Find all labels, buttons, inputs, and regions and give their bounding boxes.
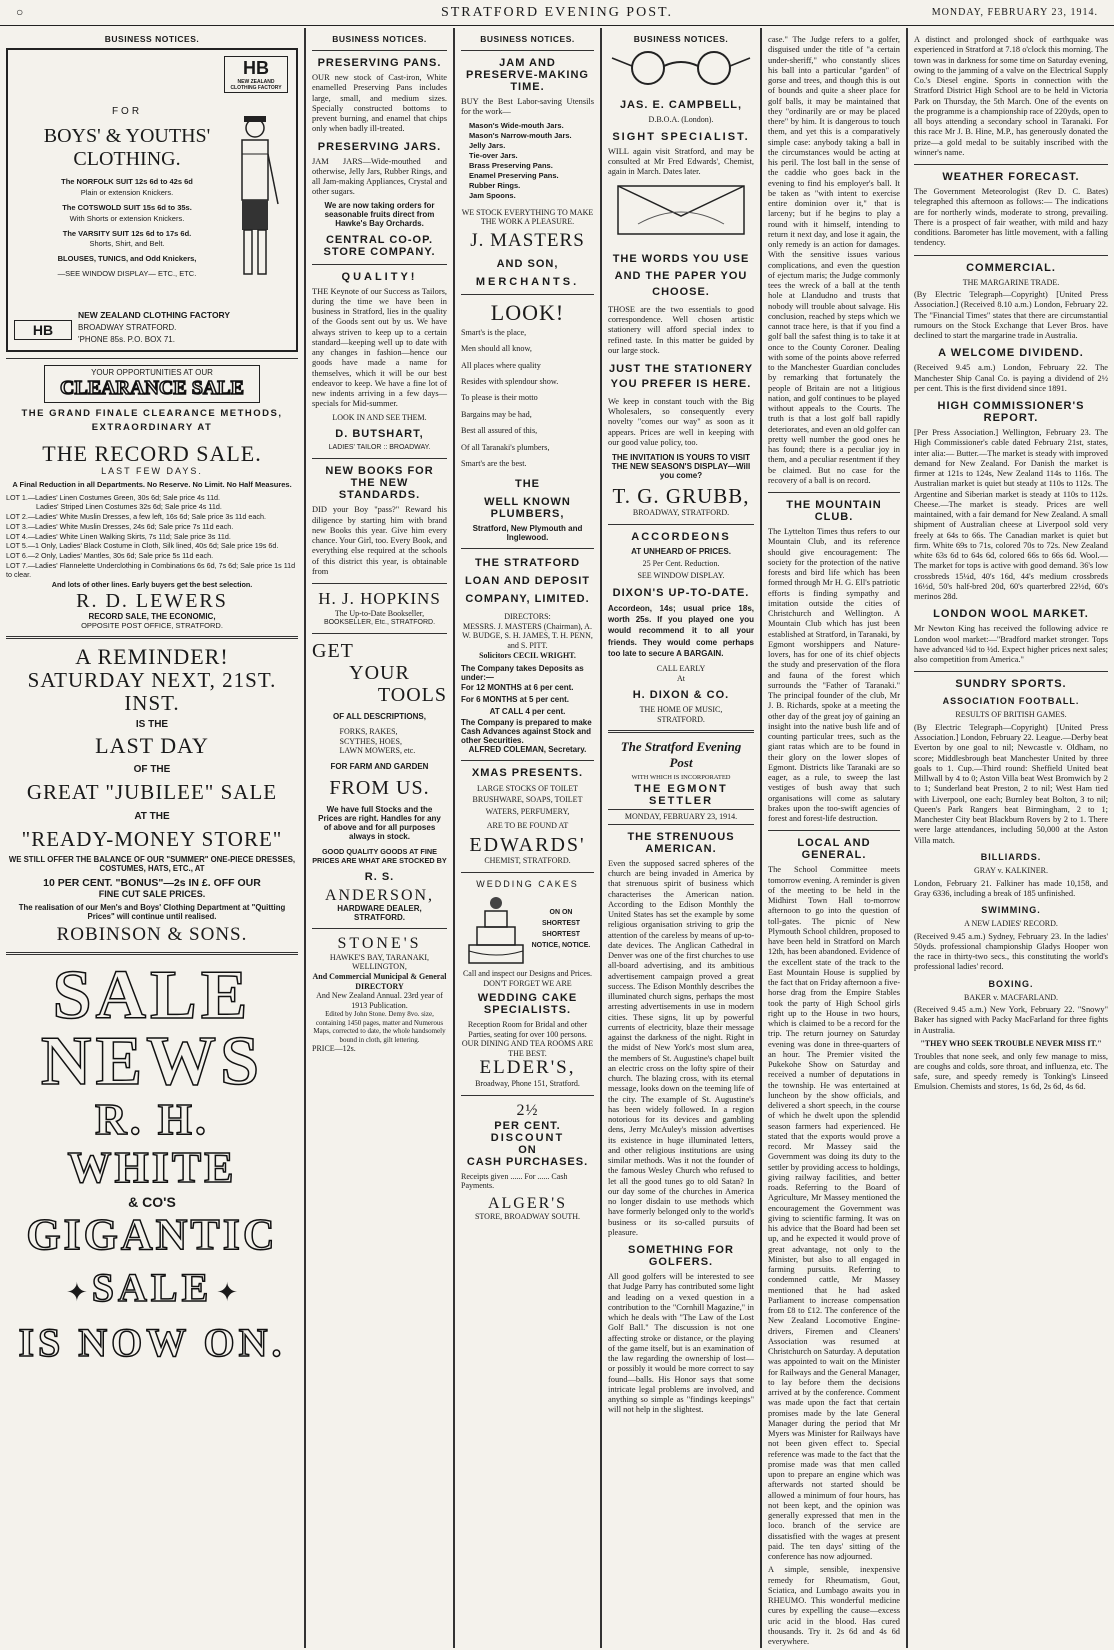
directors-label: DIRECTORS: [504,612,551,622]
annual-line: And New Zealand Annual. 23rd year of 1913 Publication. [316,991,443,1010]
hopkins-address: BOOKSELLER, Etc., STRATFORD. [323,618,436,626]
hc-text: [Per Press Association.] Wellington, February 23. The High Commissioner's cable dated February 21st, states, inter alia:— Butter.—The market is steady with improved demand for New Zealand. For Danish the market is firmer at 121s to 124s, New Zealand 114s to 116s. The Australian market is quiet but steady at 110s to 112s. The Argentine and Siberian market is steady at 110s to 112s. Cheese.—The market is steady. Prices are well maintained, with a fair demand for New Zealand. A small shipment of Australian cheese at Liverpool sold very freely at 64s to 66s. The Canadian market is quiet but firm. White 69s to 71s, colored 70s to 72s. New Zealand white 63s 6d to 64s 6d, colored 66s to 66s 6d. Wool.—The market for tops is active with good demand. 36's low crossbreds 15¼d, 40's 16d, 44's medium crossbreds 16½d, 50's half-bred 20d, 60's quarterbred 22½d, 60's merinos 28d. [914,428,1108,602]
tailor-name: D. BUTSHART, [335,428,424,441]
last-day-headline: LAST DAY [95,733,209,759]
hopkins-name: H. J. HOPKINS [318,589,441,609]
column-1 [0,28,304,1646]
plumbers-sub: Stratford, New Plymouth and Inglewood. [472,524,583,543]
weather-heading: WEATHER FORECAST. [942,171,1080,183]
paper-title: The Stratford Evening Post [620,739,742,771]
column-3 [455,28,600,1646]
from-us: FROM US. [329,776,430,799]
jubilee-sale-headline: GREAT "JUBILEE" SALE [26,780,278,805]
plumbers-name: WELL KNOWN PLUMBERS, [484,496,571,521]
is-the: IS THE [135,719,169,731]
tool-list: FORKS, RAKES, SCYTHES, HOES, LAWN MOWERS, etc. [339,726,416,756]
section-heading: BUSINESS NOTICES. [332,34,427,44]
receipts-note: Receipts given ...... For ...... Cash Payments. [461,1171,568,1191]
books-heading: NEW BOOKS FOR THE NEW STANDARDS. [325,465,434,502]
window-display: SEE WINDOW DISPLAY. [637,571,725,581]
quality-text: THE Keynote of our Success as Tailors, during the time we have been in business in Stratford, lies in the quality of the Goods sent out by us. We have always striven to keep up to a certain standard—keeping well up to date with any changes in fashion—hence our goods have made a name for themselves, which it will be our best endeavor to keep. We have a fine lot of new indents arriving in a few days—specials for Mid-summer. [312,286,447,409]
section-heading: BUSINESS NOTICES. [480,34,575,44]
look-headline: LOOK! [490,299,565,325]
lewers-name: R. D. LEWERS [76,589,228,612]
stones-name: STONE'S [337,935,422,953]
stationery-text: We keep in constant touch with the Big Wholesalers, so consequently every novelty "comes our way" as soon as it appears. Prices are well in keeping with our good value policy, too. [608,396,754,447]
grubb-name: T. G. GRUBB, [612,484,750,509]
tools-word: TOOLS [377,683,447,706]
cash-purchases: CASH PURCHASES. [466,1155,589,1168]
white-coys: & CO'S [128,1194,176,1211]
elders-name: ELDER'S, [479,1057,576,1079]
record-sale-headline: THE RECORD SALE. [42,440,262,466]
lewers-address: OPPOSITE POST OFFICE, STRATFORD. [81,620,223,630]
of-all: OF ALL DESCRIPTIONS, [333,711,426,721]
alger-sub: STORE, BROADWAY SOUTH. [474,1212,581,1222]
central-coop: CENTRAL CO-OP. STORE COMPANY. [323,233,436,258]
for-label: FOR [111,106,143,117]
directory-price: PRICE—12s. [312,1044,356,1053]
dixon-name: H. DIXON & CO. [632,689,730,702]
trouble-text: Troubles that none seek, and only few manage to miss, are coughs and colds, sore throat, and influenza, etc. The safe, sure, and speedy remedy is Tonking's Linseed Emulsion. Chemists and stores, 1s 6d, 2s 6d, 4s 6d. [914,1051,1108,1092]
hb-logo: HB NEW ZEALAND CLOTHING FACTORY [224,56,288,93]
boxing-heading: BOXING. [988,978,1034,989]
solicitors: Solicitors CECIL WRIGHT. [479,650,576,660]
bonus-line: 10 PER CENT. "BONUS"—2s IN £. OFF OUR [43,876,261,889]
boy-figure-illustration [228,114,282,284]
column-6 [908,28,1114,1646]
good-quality-note: GOOD QUALITY GOODS AT FINE PRICES ARE WHAT ARE STOCKED BY [312,846,447,865]
deposit-rates: For 12 MONTHS at 6 per cent. For 6 MONTHS at 5 per cent. AT CALL 4 per cent. [461,683,574,717]
sale-display-word: SALE [52,956,252,1034]
campbell-name: JAS. E. CAMPBELL, [619,99,743,111]
editorial-date: MONDAY, FEBRUARY 23, 1914. [608,809,754,825]
gigantic-word: GIGANTIC [26,1210,278,1260]
factory-phone: 'PHONE 85s. P.O. BOX 71. [78,335,175,344]
white-sale-ad [6,956,298,1367]
strenuous-text: Even the supposed sacred spheres of the church are being invaded in America by that strenuous spirit of business which characterises the American nation. According to the Edison Monthly the United States has set the example by some religious organisation striving to grip the attention of the careless by means of up-to-date devices. The Anglican Cathedral in Denver was one of the first churches to use all-board advertising, and its ambitious advertisement campaign proved a great success. The Edison Monthly describes the illuminated church signs, perhaps the most arresting advertisements in use in modern cities. These signs, lit up by powerful currents of electricity, blaze their message against the darkness of the night. Right in the midst of New York's most slum area, the members of St. Augustine's chapel built an electric cross on the lofty spire of their church. The blazing cross, with its eternal message, looks down on the teeming life of the city. The example of St. Augustine's has been widely followed. In a region notorious for its devices and gambling dens, Jerry McAuley's mission advertises its existence in huge illuminated letters, and other religious institutions are using similar methods. Was it not the founder of the famous Wesley Church who refused to let all the good tunes go to old Satan? In our day some of the churches in America no longer disdain to use methods which have formerly belonged only to the world's business or its so-called pursuits of pleasure. [608,858,754,1237]
column-2 [306,28,453,1646]
commercial-heading: COMMERCIAL. [966,261,1056,274]
local-notes: A distinct and prolonged shock of earthquake was experienced in Stratford at 7.18 o'clock this morning. The town was in darkness for some time on Saturday evening, owing to the jamming of a valve on the Electrical Supply Co.'s Diesel engine. Sports in connection with the Stratford District High School are to be held in Victoria Park on Thursday, the 5th March. One of the events on the programme is a championship race of 220yds, open to all boys attending a secondary school in Taranaki. For this race Mr J. B. Hine, M.P., has generously donated the prize—a gold medal to be suitably inscribed with the winner's name. [914,35,1108,157]
wool-text: Mr Newton King has received the following advice re London wool market:—"Bradford market stronger. Tops have advanced ¼d to ½d. Expect higher prices next sales; also competition from America." [914,624,1108,665]
anderson-name: ANDERSON, [324,886,435,904]
stocks-note: We have full Stocks and the Prices are right. Handles for any of above and for all purposes always in stock. [318,804,441,841]
local-heading: LOCAL AND GENERAL. [797,837,871,862]
wool-heading: LONDON WOOL MARKET. [933,608,1089,621]
words-text: THOSE are the two essentials to good correspondence. Well chosen artistic stationery will afford special index to refined taste. In this matter be guided by our large stock. [608,304,754,355]
per-cent: PER CENT. [494,1119,561,1132]
wedding-cakes-heading: WEDDING CAKES [476,878,579,889]
jam-heading: JAM AND PRESERVE-MAKING TIME. [466,57,589,93]
sight-specialist: SIGHT SPECIALIST. [612,130,750,143]
dividend-heading: A WELCOME DIVIDEND. [938,347,1084,360]
strenuous-heading: THE STRENUOUS AMERICAN. [627,830,735,855]
column-4 [602,28,760,1646]
golfers-heading: SOMETHING FOR GOLFERS. [628,1244,734,1269]
smart-acrostic: Smart's is the place, Men should all know, All places where quality Resides with splendour show. To please is their motto Bargains may be had, Best all assured of this, Of all Taranaki's plumbers, Smart's are the best. [461,327,559,469]
lewers-sub: RECORD SALE, THE ECONOMIC, [88,611,216,621]
hb-logo-small: HB [14,320,72,340]
call-inspect: Call and inspect our Designs and Prices. DON'T FORGET WE ARE [462,968,593,988]
grubb-sub: BROADWAY, STRATFORD. [632,508,730,518]
discount-word: DISCOUNT [490,1131,565,1144]
golfers-text: All good golfers will be interested to see that Judge Parry has contributed some light and leading on a vexed question in a contribution to the "Cornhill Magazine," in which he deals with "The Law of the Lost Golf Ball." The discussion is not one affecting stroke or distance, or the playing of the game itself, but is an examination of the law regarding the ownership of lost—or possibly it would be more correct to say found—balls. His Honor says that some intricate legal problems are involved, and anything so simple as "findings keepings" will not help in the slightest. [608,1272,754,1415]
get-word: GET [312,639,354,662]
margarine-heading: THE MARGARINE TRADE. [962,277,1060,287]
call-early: CALL EARLY [656,663,706,673]
masthead-mark: ○ [16,5,24,19]
at-word: At [677,673,685,683]
wedding-specialists: WEDDING CAKE SPECIALISTS. [477,992,578,1017]
swimming-heading: SWIMMING. [981,905,1041,916]
edwards-name: EDWARDS' [469,834,586,857]
accordeons-heading: ACCORDEONS [631,530,731,543]
alger-name: ALGER'S [487,1194,568,1212]
jam-items: Mason's Wide-mouth Jars. Mason's Narrow-mouth Jars. Jelly Jars. Tie-over Jars. Brass Preserving Pans. Enamel Preserving Pans. Rubber Rings. Jam Spoons. [469,120,572,201]
orders-note: We are now taking orders for seasonable fruits direct from Hawke's Bay Orchards. [324,200,435,228]
jam-text: BUY the Best Labor-saving Utensils for the work— [461,97,594,117]
letter-illustration [608,180,754,240]
stationery-heading: JUST THE STATIONERY YOU PREFER IS HERE. [608,363,754,391]
anderson-sub: HARDWARE DEALER, STRATFORD. [337,904,422,923]
words-heading: THE WORDS YOU USE AND THE PAPER YOU CHOOSE. [612,253,750,299]
elders-sub: Broadway, Phone 151, Stratford. [475,1079,580,1089]
stones-sub: HAWKE'S BAY, TARANAKI, WELLINGTON, [329,952,430,972]
xmas-items: LARGE STOCKS OF TOILET BRUSHWARE, SOAPS, TOILET WATERS, PERFUMERY, [472,784,583,816]
edwards-sub: CHEMIST, STRATFORD. [484,856,571,866]
factory-name: NEW ZEALAND CLOTHING FACTORY [78,310,231,320]
dixon-text: Accordeon, 14s; usual price 18s, worth 25s. If you played one you would recommend it to all your friends. They would come perhaps too late to secure A BARGAIN. [608,604,754,658]
billiards-heading: BILLIARDS. [980,851,1042,862]
saturday-line: SATURDAY NEXT, 21ST. INST. [27,668,277,716]
golf-continuation: case." The Judge refers to a golfer, disguised under the title of "a certain under-sheriff," who constantly slices his ball into a particular "garden" of gorse and trees, and though this is out of bounds and quite a sheer place for golf balls, it may be maintained that they "ordinarily are or may be placed there" by him. It is dangerous to touch them, and yet this is a comparatively simple case: anybody taking a ball in the circumstances would be acting at his peril. The lost ball in the sense of the caddie who goes back in the evening to find his employer's ball. It be taken as "with intent to exercise entire dominion over it," that is larceny; but if he begins to play a round with it himself, intending to return it next day, and lose it again, the only remedy is an action for damages. With the sensitive issues various complications, and even the question of ejectum maris; the Judge commonly tees the wreck of a ball at the tenth hole at Llandudno and trusts that nobody will trouble about salvage. His conclusion, reached by steps which we cannot trace here, is that if you find a golf ball the safest thing is to take it at once to the County Coroner. Dealing with some of the points above referred to the Manchester Guardian concludes by remarking that fortunately the people of Britain are not a litigious nation, and golf continues to be played without appeals to the Courts. The truth is that a lost golf ball rapidly deteriorates, and even an old golfer can pretty well number the good ones he has found; there is a peculiar joy in them, and a peculiar resentment if they be claimed. But no case for the recovery of a ball is on record. [768,35,900,485]
section-heading: BUSINESS NOTICES. [633,34,729,44]
mountain-text: The Lyttelton Times thus refers to our Mountain Club, and its reference should give encouragement: The society for the protection of the native forests and bird life which has been formed through Mr H. G. Ell's patriotic efforts is finding sympathy and imitation outside the cities of Christchurch and Wellington. A Mountain Club which has just been established at Stratford, in Taranaki, by Egmont worshippers and Nature-lovers, has for one of its chief objects the study and preservation of the flora and fauna of the forest which surrounds the "Father of Taranaki." The principal founder of the club, Mr J. B. Richards, spoke at a meeting the other day of the great joy of gaining an insight into the native bush life and of counting particular trees, such as the giant ratas which are to be found in their glory on the lower slopes of Egmont. Districts like Taranaki are so eager, as a rule, to sweep the last vestiges of bush away that such organisations will come as salutary brakes upon the too-swift agencies of forest and forest-life destruction. [768,527,900,823]
directors-list: MESSRS. J. MASTERS (Chairman), A. W. BUDGE, S. H. JAMES, T. H. PENN, and S. PITT. [462,621,593,650]
deposits-note: The Company takes Deposits as under:— [461,664,584,683]
dividend-text: (Received 9.45 a.m.) London, February 22. The Manchester Ship Canal Co. is paying a dividend of 2½ per cent. This is the first dividend since 1891. [914,363,1108,393]
realisation-note: The realisation of our Men's and Boys' Clothing Department at "Quitting Prices" will continue until realised. [18,902,286,921]
sale-ornament: ✦ SALE ✦ [65,1265,239,1311]
egmont-settler: THE EGMONT SETTLER [634,783,728,808]
books-text: DID your Boy "pass?" Reward his diligence by starting him with brand new Books this year. Give him every chance. Your Girl, too. Every Book, and everything else required at the schools of this district this year, is obtainable from [312,505,447,576]
discount-percent: 2½ [516,1101,539,1119]
hc-heading: HIGH COMMISSIONER'S REPORT. [937,400,1085,425]
is-now-on: IS NOW ON. [18,1320,286,1366]
ready-money-store: "READY-MONEY STORE" [21,826,283,851]
news-display-word: NEWS [40,1023,264,1101]
home-of-music: THE HOME OF MUSIC, [639,705,723,715]
sight-text: WILL again visit Stratford, and may be consulted at Mr Fred Edwards', Chemist, again in March. Dates later. [608,146,754,177]
grand-finale-text: THE GRAND FINALE CLEARANCE METHODS, EXTRAORDINARY AT [21,408,283,434]
unheard-prices: AT UNHEARD OF PRICES. [631,546,731,556]
billiards-text: London, February 21. Falkiner has made 10,158, and Gray 6336, including a break of 185 unfinished. [914,878,1108,898]
remedy-text: A simple, sensible, inexpensive remedy for Rheumatism, Gout, Sciatica, and Lumbago awaits you in RHEUMO. This wonderful medicine cures by expelling the cause—excess uric acid in the blood. Has cured thousands. Try it. 2s 6d and 4s 6d everywhere. [768,1565,900,1646]
boxing-match: BAKER v. MACFARLAND. [963,992,1058,1002]
reduction-note: A Final Reduction in all Departments. No Reserve. No Limit. No Half Measures. [12,479,292,489]
at-the: AT THE [134,810,170,822]
clearance-banner: YOUR OPPORTUNITIES AT OUR CLEARANCE SALE [44,365,260,403]
boxing-text: (Received 9.45 a.m.) New York, February 22. "Snowy" Baker has signed with Packy MacFarland for three fights in Australia. [914,1005,1108,1035]
preserving-pans-text: OUR new stock of Cast-iron, White enamelled Preserving Pans includes large, small, and medium sizes. Specially constructed bottoms to prevent burning, and enamel that chips only when badly ill-treated. [312,73,447,134]
masthead [0,0,1114,26]
billiards-match: GRAY v. KALKINER. [974,865,1048,875]
tailor-sub: LADIES' TAILOR :: BROADWAY. [328,444,431,452]
look-in: LOOK IN AND SEE THEM. [332,412,427,422]
preserving-jars-text: JAM JARS—Wide-mouthed and otherwise, Jelly Jars, Rubber Rings, and all Jam-making Appliances, Crystal and other sugars. [312,156,447,197]
margarine-text: (By Electric Telegraph—Copyright) [United Press Association.] (Received 8.10 a.m.) London, February 22. The "Financial Times" states that there are circumstantial rumours on the Stock Exchange that Lever Bros. have declined to start the margarine trade in Australia. [914,290,1108,341]
dixon-heading: DIXON'S UP-TO-DATE. [612,587,750,599]
lot-list: LOT 1.—Ladies' Linen Costumes Green, 30s 6d; Sale price 4s 11d. Ladies' Striped Linen Costumes 32s 6d; Sale price 4s 11d. LOT 2.—Ladies' White Muslin Dresses, a few left, 16s 6d; Sale price 3s 11d each. LOT 3.—Ladies' White Muslin Dresses, 24s 6d; Sale price 7s 11d each. LOT 4.—Ladies' White Linen Walking Skirts, 7s 11d; Sale price 3s 11d. LOT 5.—1 Only, Ladies' Black Costume in Cloth, Silk lined, 40s 6d; Sale price 19s 6d. LOT 6.—2 Only, Ladies' Mantles, 30s 6d; Sale price 5s 11d each. LOT 7.—Ladies' Flannelette Underclothing in Combinations 6s 6d, 7s 6d; Sale price 1s 11d to clear. And lots of other lines. Early buyers get the best selection. [6,492,296,590]
factory-address: BROADWAY STRATFORD. [78,323,177,332]
reminder-headline: A REMINDER! [75,643,229,669]
edited-note: Edited by John Stone. Demy 8vo. size, containing 1450 pages, matter and Numerous Maps, corrected to date, the whole handsomely bound in cloth, gilt lettering. [313,1010,446,1044]
spectacles-icon [608,48,754,88]
incorporated-label: WITH WHICH IS INCORPORATED [631,774,731,782]
newspaper-title: STRATFORD EVENING POST. [440,4,674,20]
masters-name: J. MASTERS [470,229,585,251]
football-text: (By Electric Telegraph—Copyright) [United Press Association.] London, February 22. League.—Derby beat Everton by one goal to nil; Newcastle v. Oldham, no score; Middlesbrough beat Manchester United by three goals to 1. Cup.—Third round: Sheffield United beat Millwall by 4 to 0; Aston Villa beat West Bromwich by 2 to 1; Sunderland beat Preston, 2 to nil; West Ham tied with Liverpool, one each; Burnley beat Bolton, 3 to nil; Queen's Park Rangers beat Birmingham, 2 to 1; Manchester City beat Blackburn Rovers by 2 to 1. There were large attendances, including 50,000 at the Aston Villa match. [914,722,1108,845]
hopkins-sub: The Up-to-Date Bookseller, [334,608,425,618]
of-the: OF THE [133,764,171,776]
we-stock: WE STOCK EVERYTHING TO MAKE THE WORK A PLEASURE. [461,207,594,227]
quality-heading: QUALITY! [341,270,418,283]
local-text: The School Committee meets tomorrow evening. A reminder is given of the meeting to be held in the Midhirst Town Hall to-morrow afternoon to go into the question of toll-gates. The picnic of New Plymouth School children, proposed to have been held in Stratford on March 12th, has been abandoned. Evidence of the excellent state of the track to the East Mountain House is supplied by the fact that on Friday afternoon a five-horse drag from the Empire Stables took the party of High School girls right up to the House in two hours, which is claimed to be a record for the trip. The return journey on Saturday evening was done in three-quarters of an hour. The Premier visited the Pukekohe Show on Saturday and received a number of deputations in the township. He was entertained at luncheon by the show officials, and delivered a short speech, in the course of which he dwelt upon the splendid season farmers had experienced. He stated that the exports would prove a record. Mr Massey said the Government was doing its duty to the settler by providing access to holdings, giving railway facilities, and better roads. Referring to the Board of Agriculture, Mr Massey mentioned the encouragement the Government was giving to scientific farming. It was on his advice that the Board had been set up, and he expected it would prove of great advantage, not only to the Minister, but also to all engaged in farming pursuits. Referring to condemned cattle, Mr Massey mentioned that he had asked Parliament to increase compensation from £8 to £12. The conference of the New Zealand Locomotive Engine-drivers, Firemen and Cleaners' Association was resumed at Christchurch on Saturday. A deputation was appointed to wait on the Minister for Railways and the General Manager, to lay before them the decisions arrived at by the conference. Comment was made upon the fact that certain promises made by the late General Manager during the period that Mr Myers was Minister for Railways have not been given effect to. Special reference was made to the fact that the promise made was that men called upon to prepare an engine which was afterwards not started should be allowed a minimum of four hours, has not been kept, and the opinion was generally expressed that men in the loco. branch of the service are dissatisfied with the wages at present paid. The ten days' sitting of the conference has now adjourned. [768,865,900,1561]
football-heading: ASSOCIATION FOOTBALL. [942,696,1080,707]
the-label: THE [515,478,540,491]
preserving-pans-heading: PRESERVING PANS. [317,57,442,69]
clothing-factory-ad [6,48,298,352]
your-word: YOUR [349,661,410,684]
reception-note: Reception Room for Bridal and other Parties, seating for over 100 persons. OUR DINING AND TEA ROOMS ARE THE BEST. [461,1020,594,1058]
swimming-record: A NEW LADIES' RECORD. [964,919,1058,929]
coleman-secretary: ALFRED COLEMAN, Secretary. [468,745,587,755]
weather-text: The Government Meteorologist (Rev D. C. Bates) telegraphed this afternoon as follows:— The indications are for northerly winds, moderate to strong, prevailing. There is a prospect of fair weather, with mild and hazy conditions. Barometer has little movement, with a falling tendency. [914,187,1108,248]
directory-title: And Commercial Municipal & General DIRECTORY [312,972,447,991]
section-heading: BUSINESS NOTICES. [104,34,200,44]
swimming-text: (Received 9.45 a.m.) Sydney, February 23. In the ladies' 50yds. professional championship Gladys Hooper won the race in thirty-two secs., this constituting the world's professional ladies' record. [914,931,1108,972]
robinson-sons: ROBINSON & SONS. [56,923,248,945]
cakes-notice: ON ON SHORTEST SHORTEST NOTICE, NOTICE. [531,908,591,950]
merchants: MERCHANTS. [475,275,580,288]
summer-offer: WE STILL OFFER THE BALANCE OF OUR "SUMMER" ONE-PIECE DRESSES, COSTUMES, HATS, ETC., AT [8,854,296,873]
fine-cut-line: FINE CUT SALE PRICES. [98,888,206,899]
invitation-note: THE INVITATION IS YOURS TO VISIT THE NEW SEASON'S DISPLAY—Will you come? [611,453,751,481]
white-name: R. H. WHITE [67,1094,237,1192]
reduction-note: 25 Per Cent. Reduction. [642,558,720,568]
loan-company: THE STRATFORD LOAN AND DEPOSIT COMPANY, LIMITED. [465,557,590,605]
suit-list: The NORFOLK SUIT 12s 6d to 42s 6d Plain or extension Knickers. The COTSWOLD SUIT 15s 6d to 35s. With Shorts or extension Knickers. The VARSITY SUIT 12s 6d to 17s 6d. Shorts, Shirt, and Belt. BLOUSES, TUNICS, and Odd Knickers, —SEE WINDOW DISPLAY— ETC., ETC. [57,177,197,279]
mountain-heading: THE MOUNTAIN CLUB. [786,499,882,523]
masters-sub: AND SON, [496,257,559,270]
on-word: ON [518,1143,537,1156]
dixon-town: STRATFORD. [657,714,705,724]
wedding-cake-illustration [461,889,531,969]
boys-clothing-headline: BOYS' & YOUTHS' CLOTHING. [43,125,211,170]
results-heading: RESULTS OF BRITISH GAMES. [955,710,1067,720]
last-days: LAST FEW DAYS. [101,465,203,476]
column-5 [762,28,906,1646]
xmas-heading: XMAS PRESENTS. [471,767,584,780]
farm-garden: FOR FARM AND GARDEN [330,761,429,771]
advances-note: The Company is prepared to make Cash Advances against Stock and other Securities. [461,718,592,746]
sports-heading: SUNDRY SPORTS. [955,678,1067,691]
issue-date: MONDAY, FEBRUARY 23, 1914. [931,7,1098,18]
found-at: ARE TO BE FOUND AT [486,820,569,830]
cake-block [461,889,594,969]
anderson-initials: R. S. [364,870,395,883]
trouble-heading: "THEY WHO SEEK TROUBLE NEVER MISS IT." [920,1038,1102,1048]
preserving-jars-heading: PRESERVING JARS. [317,140,442,153]
campbell-sub: D.B.O.A. (London). [648,115,714,124]
